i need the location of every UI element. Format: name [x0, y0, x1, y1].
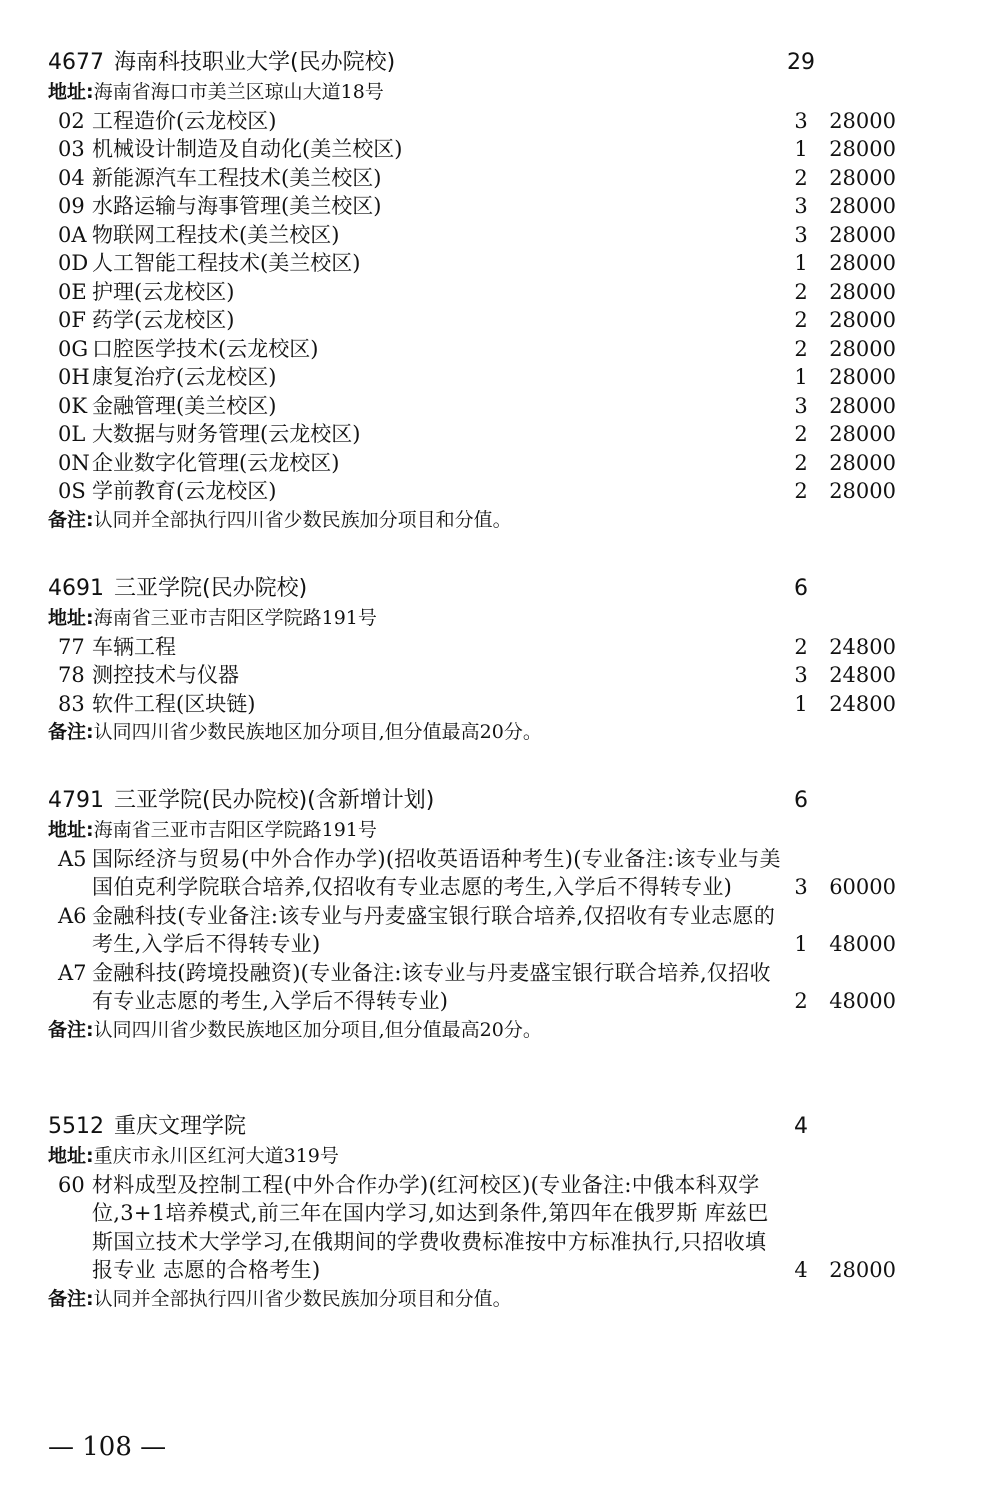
major-fee: 28000	[829, 365, 896, 389]
major-count: 2	[794, 634, 808, 659]
major-row	[48, 661, 948, 690]
major-code: 60	[58, 1172, 85, 1197]
school-name: 海南科技职业大学(民办院校)	[114, 50, 396, 75]
school-note	[48, 718, 948, 747]
school-title	[48, 574, 948, 604]
major-fee: 24800	[829, 663, 896, 687]
major-name: 软件工程(区块链)	[92, 691, 256, 716]
school-total-plan: 6	[794, 788, 808, 813]
major-code: 0F	[58, 308, 86, 332]
major-code: 0E	[58, 279, 87, 304]
major-fee: 28000	[829, 422, 896, 446]
major-row	[48, 1171, 948, 1285]
school-address	[48, 604, 948, 633]
school-code: 5512	[48, 1114, 104, 1139]
major-row	[48, 135, 948, 164]
major-name: 测控技术与仪器	[92, 663, 239, 687]
major-row	[48, 902, 948, 959]
major-fee: 28000	[829, 393, 896, 418]
address-label: 地址:	[48, 1145, 94, 1167]
major-code: 77	[58, 634, 85, 659]
major-name: 金融科技(跨境投融资)(专业备注:该专业与丹麦盛宝银行联合培养,仅招收有专业志愿的考生,入学后不得转专业)	[92, 960, 771, 1013]
major-count: 3	[794, 194, 808, 218]
major-fee: 28000	[829, 279, 896, 304]
school-address	[48, 1142, 948, 1171]
major-row	[48, 845, 948, 902]
major-fee: 24800	[829, 691, 896, 716]
major-code: 0A	[58, 222, 87, 247]
major-fee: 28000	[829, 450, 896, 475]
note-label: 备注:	[48, 1018, 94, 1041]
school-total-plan: 6	[794, 576, 808, 601]
address-label: 地址:	[48, 81, 94, 103]
school-name: 三亚学院(民办院校)	[114, 576, 308, 601]
major-count: 1	[794, 365, 808, 389]
major-code: 0H	[58, 365, 90, 389]
major-row	[48, 690, 948, 719]
major-name: 机械设计制造及自动化(美兰校区)	[92, 137, 403, 161]
school-entry	[48, 574, 948, 747]
major-count: 3	[794, 222, 808, 247]
major-fee: 48000	[829, 989, 896, 1013]
major-row	[48, 363, 948, 392]
dash-right: —	[140, 1432, 167, 1462]
major-count: 2	[794, 279, 808, 304]
major-row	[48, 306, 948, 335]
major-name: 学前教育(云龙校区)	[92, 479, 277, 503]
major-code: 09	[58, 194, 85, 218]
note-text: 认同并全部执行四川省少数民族加分项目和分值。	[93, 1287, 512, 1310]
major-name: 康复治疗(云龙校区)	[92, 365, 277, 389]
major-row	[48, 278, 948, 307]
major-fee: 24800	[829, 634, 896, 659]
major-code: 0D	[58, 251, 89, 275]
school-note	[48, 1016, 948, 1045]
major-code: 0L	[58, 422, 86, 446]
major-count: 3	[794, 393, 808, 418]
major-fee: 60000	[829, 875, 896, 899]
major-name: 人工智能工程技术(美兰校区)	[92, 251, 361, 275]
school-title	[48, 786, 948, 816]
school-note	[48, 506, 948, 535]
major-name: 新能源汽车工程技术(美兰校区)	[92, 165, 382, 190]
major-count: 3	[794, 875, 808, 899]
school-code: 4691	[48, 576, 104, 601]
major-row	[48, 164, 948, 193]
school-code: 4791	[48, 788, 104, 813]
major-fee: 28000	[829, 165, 896, 190]
address-text: 海南省三亚市吉阳区学院路191号	[93, 819, 377, 841]
major-row	[48, 192, 948, 221]
major-row	[48, 633, 948, 662]
school-entry	[48, 1112, 948, 1313]
major-count: 2	[794, 336, 808, 361]
major-count: 4	[794, 1258, 808, 1282]
major-name: 大数据与财务管理(云龙校区)	[92, 422, 361, 446]
dash-left: —	[48, 1432, 74, 1462]
major-name: 车辆工程	[92, 634, 176, 659]
note-text: 认同四川省少数民族地区加分项目,但分值最高20分。	[93, 721, 542, 743]
school-name: 重庆文理学院	[114, 1114, 247, 1139]
major-code: 0S	[58, 479, 86, 503]
page-footer	[48, 1432, 166, 1462]
school-total-plan: 29	[787, 50, 815, 75]
note-label: 备注:	[48, 508, 94, 531]
major-code: 78	[58, 663, 85, 687]
major-count: 1	[794, 251, 808, 275]
major-name: 药学(云龙校区)	[92, 308, 235, 332]
major-row	[48, 477, 948, 506]
major-code: A6	[58, 903, 87, 928]
major-name: 金融科技(专业备注:该专业与丹麦盛宝银行联合培养,仅招收有专业志愿的考生,入学后不得转专业)	[92, 903, 776, 956]
page-number: 108	[82, 1432, 132, 1462]
school-entry	[48, 786, 948, 1044]
school-total-plan: 4	[794, 1114, 808, 1139]
major-fee: 28000	[829, 137, 896, 161]
school-code: 4677	[48, 50, 104, 75]
major-row	[48, 107, 948, 136]
major-name: 国际经济与贸易(中外合作办学)(招收英语语种考生)(专业备注:该专业与美国伯克利学院联合培养,仅招收有专业志愿的考生,入学后不得转专业)	[92, 846, 781, 899]
school-name: 三亚学院(民办院校)(含新增计划)	[114, 788, 435, 813]
school-title	[48, 48, 948, 78]
major-fee: 28000	[829, 479, 896, 503]
major-fee: 28000	[829, 194, 896, 218]
major-code: 0N	[58, 450, 90, 475]
major-fee: 48000	[829, 932, 896, 956]
address-text: 重庆市永川区红河大道319号	[93, 1145, 339, 1167]
major-code: 0K	[58, 393, 88, 418]
major-name: 企业数字化管理(云龙校区)	[92, 450, 340, 475]
major-name: 水路运输与海事管理(美兰校区)	[92, 194, 382, 218]
major-count: 2	[794, 989, 808, 1013]
major-code: 03	[58, 137, 85, 161]
note-text: 认同四川省少数民族地区加分项目,但分值最高20分。	[93, 1018, 542, 1041]
major-name: 工程造价(云龙校区)	[92, 108, 277, 133]
major-count: 1	[794, 691, 808, 716]
major-count: 2	[794, 479, 808, 503]
major-code: A5	[58, 846, 87, 871]
major-fee: 28000	[829, 336, 896, 361]
note-label: 备注:	[48, 1287, 94, 1310]
major-count: 3	[794, 108, 808, 133]
major-code: 04	[58, 165, 85, 190]
major-code: 02	[58, 108, 85, 133]
address-label: 地址:	[48, 607, 94, 629]
major-row	[48, 959, 948, 1016]
major-row	[48, 449, 948, 478]
major-name: 材料成型及控制工程(中外合作办学)(红河校区)(专业备注:中俄本科双学位,3+1培养模式,前三年在国内学习,如达到条件,第四年在俄罗斯 库兹巴斯国立技术大学学习,在俄期间的学费收费标准按中方标准执行,只招收填报专业 志愿的合格考生)	[92, 1172, 769, 1282]
school-address	[48, 816, 948, 845]
major-count: 2	[794, 450, 808, 475]
major-code: A7	[58, 960, 87, 985]
major-code: 83	[58, 691, 85, 716]
major-code: 0G	[58, 336, 89, 361]
major-name: 金融管理(美兰校区)	[92, 393, 277, 418]
address-text: 海南省三亚市吉阳区学院路191号	[93, 607, 377, 629]
major-row	[48, 392, 948, 421]
major-fee: 28000	[829, 251, 896, 275]
major-fee: 28000	[829, 1258, 896, 1282]
school-entry	[48, 48, 948, 534]
address-text: 海南省海口市美兰区琼山大道18号	[93, 81, 384, 103]
note-text: 认同并全部执行四川省少数民族加分项目和分值。	[93, 508, 512, 531]
note-label: 备注:	[48, 721, 94, 743]
major-fee: 28000	[829, 308, 896, 332]
major-row	[48, 335, 948, 364]
school-address	[48, 78, 948, 107]
major-name: 护理(云龙校区)	[92, 279, 235, 304]
major-count: 2	[794, 308, 808, 332]
major-row	[48, 249, 948, 278]
major-fee: 28000	[829, 108, 896, 133]
major-count: 1	[794, 932, 808, 956]
major-count: 1	[794, 137, 808, 161]
major-count: 2	[794, 422, 808, 446]
address-label: 地址:	[48, 819, 94, 841]
major-count: 2	[794, 165, 808, 190]
major-row	[48, 420, 948, 449]
school-title	[48, 1112, 948, 1142]
major-fee: 28000	[829, 222, 896, 247]
school-note	[48, 1285, 948, 1314]
major-name: 物联网工程技术(美兰校区)	[92, 222, 340, 247]
major-count: 3	[794, 663, 808, 687]
major-row	[48, 221, 948, 250]
major-name: 口腔医学技术(云龙校区)	[92, 336, 319, 361]
